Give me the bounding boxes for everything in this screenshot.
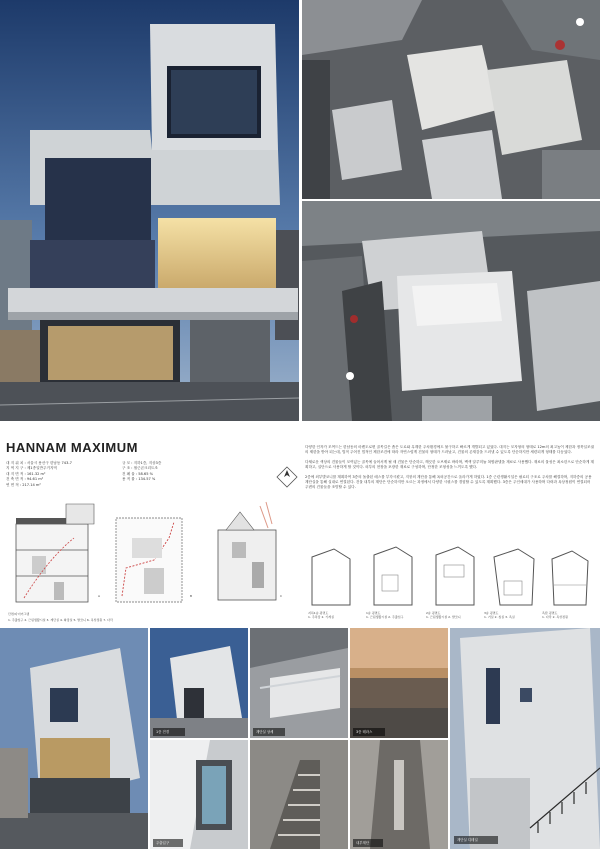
photo-terrace-dusk xyxy=(350,628,448,738)
description-text xyxy=(305,445,595,555)
photo-caption: 3층 테라스 xyxy=(353,728,385,736)
info-table-left xyxy=(6,461,106,497)
info-row: 대 지 면 적 : 161.32 m² xyxy=(6,471,46,476)
info-row: 대 지 위 치 : 서울시 용산구 한남동 743-7 xyxy=(6,461,72,465)
info-row: 건 축 면 적 : 94.61 m² xyxy=(6,477,44,482)
plan-label-roof: 옥탑 평면도 1. 다락 2. 옥상정원 xyxy=(542,611,568,619)
photo-stair-detail xyxy=(150,740,248,849)
photo-entrance-exterior xyxy=(150,628,248,738)
aerial-photo-drone xyxy=(302,201,600,421)
project-title: HANNAM MAXIMUM xyxy=(6,440,138,455)
photo-interior-stair xyxy=(250,740,348,849)
plan-label-2f: 2층 평면도 1. 근린생활시설 2. 발코니 xyxy=(426,611,461,619)
section-legend: 1. 주출입구 2. 근린생활시설 3. 계단실 4. 화장실 5. 발코니 6. 옥상정원 7. 다락 xyxy=(8,618,113,622)
info-table-right xyxy=(122,461,212,497)
section-letter-b: B xyxy=(190,594,193,598)
photo-caption: 계단실 디테일 xyxy=(454,836,498,844)
description-paragraph-1: 다양한 인자가 모여드는 한남동의 마켄도로변 골목길은 좁은 도로와 무계한 주차환경에도 불구하고 빠르게 개발되고 있었다. 대지는 모자형의 형태로 12m의 최고높이 제한과 정북일조권의 제한을 받아 되는데, 법적 주어진 법적인 제한조건에 따라 자연스럽게 건물의 형태가 드러났고, 건물의 존재감을 드러낼 수 있도록 단순하지만 세련되게 형태를 다듬었다. xyxy=(305,445,594,455)
photo-caption: 주출입구 xyxy=(153,839,183,847)
plan-label-b1: 지하1층 평면도 1. 주차장 2. 기계실 xyxy=(308,611,334,619)
main-facade-photo xyxy=(0,0,299,421)
info-row: 규 모 : 지하1층, 지상3층 xyxy=(122,461,162,465)
info-row: 용 적 률 : 134.57 % xyxy=(122,477,156,482)
section-letter-a: A xyxy=(98,594,101,598)
info-row: 건 폐 율 : 58.65 % xyxy=(122,471,154,476)
photo-stairwell-concrete xyxy=(350,740,448,849)
photo-caption: 1층 전경 xyxy=(153,728,185,736)
photo-corner-view xyxy=(0,628,148,849)
description-paragraph-2: 다채로운 색상의 건물들이 모여있는 골목에 들어서게 될 새 건물은 단순하고, 깨끗한 오브제로 바라며, 백색 알루미늄 복합판넬을 재료로 사용했다. 재료의 물성은 최소한으로 단순하게 계획하고, 실단으로 사용하게 할 것이다. 외부의 현장을 포장한 재료로 구성하며, 단정한 조형성을 느끼도록 했다. xyxy=(305,459,594,470)
photo-side-facade xyxy=(450,628,600,849)
photo-rooftop-garden xyxy=(250,628,348,738)
floor-plans xyxy=(304,545,598,625)
info-row: 구 조 : 철근콘크리트조 xyxy=(122,466,158,471)
description-paragraph-3: 2층에 외부발코니를 계획하여 3층의 돌출된 매스를 부각시켰고, 지붕의 계단을 통해 옥외공간으로 올라가게 하였다. 1층 근린생활시설은 필로티 구조로 주차를 해결하며, 지하층의 공용 계단실을 통해 실내로 연결된다. 건물 내부의 계단은 단순하지만 오르는 과정에서 다양한 시퀀스를 경험할 수 있도록 계획했다. 3층은 주인세대가 사용하며 다락과 옥상정원이 연결되어 주변의 건물들을 조망할 수 있다. xyxy=(305,474,592,490)
photo-caption: 계단실 상세 xyxy=(253,728,285,736)
plan-label-3f: 3층 평면도 1. 거실 2. 침실 3. 욕실 xyxy=(484,611,515,619)
section-letter-c: C xyxy=(280,594,283,598)
info-row: 지 역 지 구 : 제1종일반주거지역 xyxy=(6,466,57,471)
photo-caption: 내부계단 xyxy=(353,839,383,847)
section-caption: 단면/다이어그램 xyxy=(8,612,30,616)
info-row: 연 면 적 : 217.14 m² xyxy=(6,482,41,487)
site-diagram xyxy=(276,466,298,488)
section-diagrams xyxy=(4,498,298,610)
plan-label-1f: 1층 평면도 1. 근린생활시설 2. 주출입구 xyxy=(366,611,404,619)
aerial-photo-top xyxy=(302,0,600,199)
